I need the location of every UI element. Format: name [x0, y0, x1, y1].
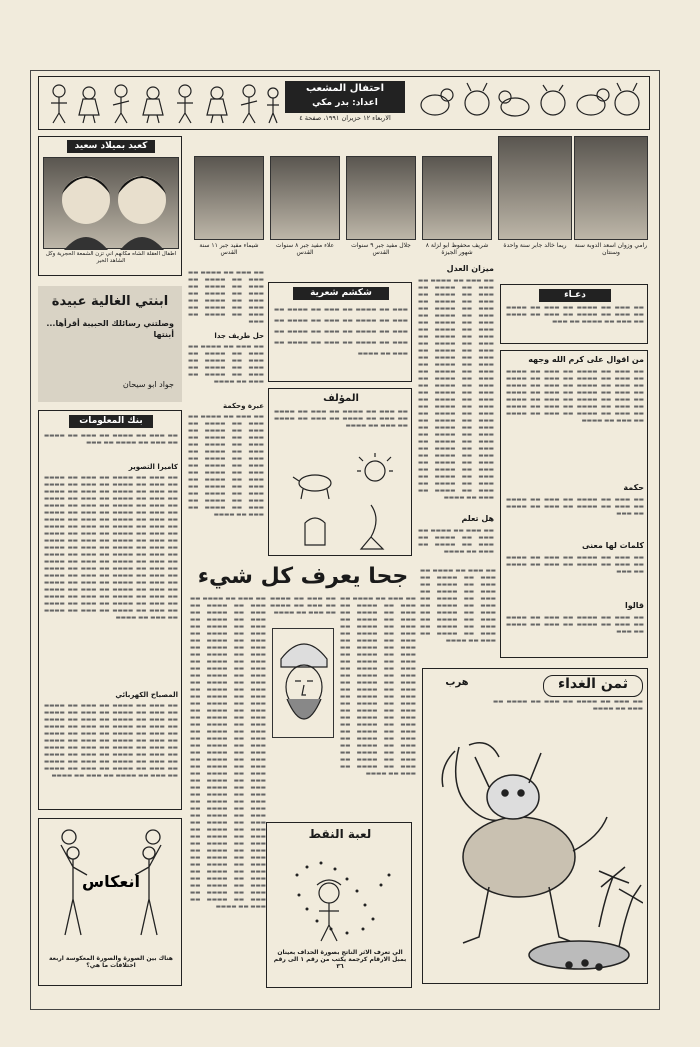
- juha-text-col: ▬▬ ▬▬▬ ▬▬ ▬▬▬▬ ▬▬ ▬▬▬ ▬▬ ▬▬▬▬ ▬▬ ▬▬▬ ▬▬ ▬▬▬▬ ▬▬ ▬▬▬ ▬▬ ▬▬▬▬ ▬▬ ▬▬▬ ▬▬ ▬▬▬▬ ▬▬ ▬▬▬ ▬▬ ▬▬▬▬ ▬▬ ▬▬▬ ▬▬ ▬▬▬▬ ▬▬ ▬▬▬ ▬▬ ▬▬▬▬ ▬▬ ▬▬▬ ▬▬ ▬▬▬▬ ▬▬ ▬▬▬ ▬▬ ▬▬▬▬ ▬▬ ▬▬▬ ▬▬ ▬▬▬▬: [420, 568, 496, 644]
- column-text: ▬▬ ▬▬▬ ▬▬ ▬▬▬▬ ▬▬ ▬▬▬ ▬▬ ▬▬▬▬ ▬▬ ▬▬▬ ▬▬ ▬▬▬▬ ▬▬ ▬▬▬ ▬▬ ▬▬▬▬ ▬▬ ▬▬▬ ▬▬ ▬▬▬▬ ▬▬ ▬▬▬ ▬▬ ▬▬▬▬ ▬▬ ▬▬▬ ▬▬ ▬▬▬▬ ▬▬ ▬▬▬ ▬▬ ▬▬▬▬ ▬▬ ▬▬▬ ▬▬ ▬▬▬▬ ▬▬ ▬▬▬ ▬▬ ▬▬▬▬ ▬▬ ▬▬▬ ▬▬ ▬▬▬▬ ▬▬ ▬▬▬ ▬▬ ▬▬▬▬ ▬▬ ▬▬▬ ▬▬ ▬▬▬▬ ▬▬ ▬▬▬ ▬▬ ▬▬▬▬ ▬▬ ▬▬▬ ▬▬ ▬▬▬▬: [188, 414, 264, 518]
- sayings-title-wisdom: حكمة: [623, 483, 644, 492]
- juha-text-col: ▬▬ ▬▬▬ ▬▬ ▬▬▬▬ ▬▬ ▬▬▬ ▬▬ ▬▬▬▬ ▬▬ ▬▬▬ ▬▬ ▬▬▬▬ ▬▬ ▬▬▬ ▬▬ ▬▬▬▬ ▬▬ ▬▬▬ ▬▬ ▬▬▬▬ ▬▬ ▬▬▬ ▬▬ ▬▬▬▬ ▬▬ ▬▬▬ ▬▬ ▬▬▬▬ ▬▬ ▬▬▬ ▬▬ ▬▬▬▬ ▬▬ ▬▬▬ ▬▬ ▬▬▬▬ ▬▬ ▬▬▬ ▬▬ ▬▬▬▬ ▬▬ ▬▬▬ ▬▬ ▬▬▬▬ ▬▬ ▬▬▬ ▬▬ ▬▬▬▬ ▬▬ ▬▬▬ ▬▬ ▬▬▬▬ ▬▬ ▬▬▬ ▬▬ ▬▬▬▬ ▬▬ ▬▬▬ ▬▬ ▬▬▬▬ ▬▬ ▬▬▬ ▬▬ ▬▬▬▬ ▬▬ ▬▬▬ ▬▬ ▬▬▬▬ ▬▬ ▬▬▬ ▬▬ ▬▬▬▬ ▬▬ ▬▬▬ ▬▬ ▬▬▬▬ ▬▬ ▬▬▬ ▬▬ ▬▬▬▬ ▬▬ ▬▬▬ ▬▬ ▬▬▬▬ ▬▬ ▬▬▬ ▬▬ ▬▬▬▬ ▬▬ ▬▬▬ ▬▬ ▬▬▬▬ ▬▬ ▬▬▬ ▬▬ ▬▬▬▬ ▬▬ ▬▬▬ ▬▬ ▬▬▬▬ ▬▬ ▬▬▬ ▬▬ ▬▬▬▬ ▬▬ ▬▬▬ ▬▬ ▬▬▬▬ ▬▬ ▬▬▬ ▬▬ ▬▬▬▬ ▬▬ ▬▬▬ ▬▬ ▬▬▬▬ ▬▬ ▬▬▬ ▬▬ ▬▬▬▬ ▬▬ ▬▬▬ ▬▬ ▬▬▬▬ ▬▬ ▬▬▬ ▬▬ ▬▬▬▬ ▬▬ ▬▬▬ ▬▬ ▬▬▬▬ ▬▬ ▬▬▬ ▬▬ ▬▬▬▬ ▬▬ ▬▬▬ ▬▬ ▬▬▬▬ ▬▬ ▬▬▬ ▬▬ ▬▬▬▬ ▬▬ ▬▬▬ ▬▬ ▬▬▬▬ ▬▬ ▬▬▬ ▬▬ ▬▬▬▬ ▬▬ ▬▬▬ ▬▬ ▬▬▬▬ ▬▬ ▬▬▬ ▬▬ ▬▬▬▬ ▬▬ ▬▬▬ ▬▬ ▬▬▬▬ ▬▬ ▬▬▬ ▬▬ ▬▬▬▬ ▬▬ ▬▬▬ ▬▬ ▬▬▬▬ ▬▬ ▬▬▬ ▬▬ ▬▬▬▬ ▬▬ ▬▬▬ ▬▬ ▬▬▬▬: [190, 596, 266, 910]
- cartoon-title: ثمن الغداء: [543, 675, 643, 697]
- author-illustration: [275, 453, 407, 551]
- doaa-header: دعـاء: [539, 289, 611, 302]
- sayings-text: ▬▬ ▬▬▬ ▬▬ ▬▬▬▬ ▬▬ ▬▬▬ ▬▬ ▬▬▬▬ ▬▬ ▬▬▬ ▬▬ ▬▬▬▬ ▬▬ ▬▬▬ ▬▬ ▬▬▬▬ ▬▬ ▬▬▬: [506, 555, 644, 575]
- kid-photo: [498, 136, 572, 240]
- sayings-text: ▬▬ ▬▬▬ ▬▬ ▬▬▬▬ ▬▬ ▬▬▬ ▬▬ ▬▬▬▬ ▬▬ ▬▬▬ ▬▬ ▬▬▬▬ ▬▬ ▬▬▬ ▬▬ ▬▬▬▬ ▬▬ ▬▬▬: [506, 497, 644, 517]
- poetry-verses: ▬▬▬ ▬▬ ▬▬▬▬ ▬▬ ▬▬▬ ▬▬ ▬▬▬▬ ▬▬ ▬▬▬ ▬▬ ▬▬▬▬ ▬▬ ▬▬▬ ▬▬ ▬▬▬▬ ▬▬ ▬▬▬ ▬▬ ▬▬▬▬ ▬▬ ▬▬▬ ▬▬ ▬▬▬▬ ▬▬ ▬▬▬ ▬▬ ▬▬▬▬ ▬▬ ▬▬▬ ▬▬ ▬▬▬▬ ▬▬ ▬▬▬ ▬▬ ▬▬▬▬: [274, 307, 408, 357]
- doaa-box: [500, 284, 648, 344]
- info-sub-lamp: المصباح الكهربائي: [115, 691, 178, 699]
- photo-caption: رامي وزوان اسعد الدوبة سنة وسنتان: [574, 242, 648, 256]
- juha-headline: جحا يعرف كل شيء: [197, 564, 409, 589]
- hal-taalam-title: هل تعلم: [461, 514, 494, 523]
- masthead-kids-illustration-left: [45, 81, 281, 125]
- doaa-text: ▬▬ ▬▬▬ ▬▬ ▬▬▬▬ ▬▬ ▬▬▬ ▬▬ ▬▬▬▬ ▬▬ ▬▬▬ ▬▬ ▬▬▬▬ ▬▬ ▬▬▬ ▬▬ ▬▬▬▬ ▬▬ ▬▬▬ ▬▬ ▬▬▬▬ ▬▬ ▬▬▬: [506, 305, 644, 325]
- author-title: المؤلف: [323, 393, 359, 404]
- info-text-block: ▬▬ ▬▬▬ ▬▬ ▬▬▬▬ ▬▬ ▬▬▬ ▬▬ ▬▬▬▬ ▬▬ ▬▬▬ ▬▬ ▬▬▬▬ ▬▬ ▬▬▬ ▬▬ ▬▬▬▬ ▬▬ ▬▬▬ ▬▬ ▬▬▬▬ ▬▬ ▬▬▬ ▬▬ ▬▬▬▬ ▬▬ ▬▬▬ ▬▬ ▬▬▬▬ ▬▬ ▬▬▬ ▬▬ ▬▬▬▬ ▬▬ ▬▬▬ ▬▬ ▬▬▬▬ ▬▬ ▬▬▬ ▬▬ ▬▬▬▬ ▬▬ ▬▬▬ ▬▬ ▬▬▬▬ ▬▬ ▬▬▬ ▬▬ ▬▬▬▬ ▬▬ ▬▬▬ ▬▬ ▬▬▬▬ ▬▬ ▬▬▬ ▬▬ ▬▬▬▬ ▬▬ ▬▬▬ ▬▬ ▬▬▬▬ ▬▬ ▬▬▬ ▬▬ ▬▬▬▬ ▬▬ ▬▬▬ ▬▬ ▬▬▬▬ ▬▬ ▬▬▬ ▬▬ ▬▬▬▬ ▬▬ ▬▬▬ ▬▬ ▬▬▬▬ ▬▬ ▬▬▬ ▬▬ ▬▬▬▬ ▬▬ ▬▬▬ ▬▬ ▬▬▬▬ ▬▬ ▬▬▬ ▬▬ ▬▬▬▬: [44, 703, 178, 779]
- column-text: ▬▬ ▬▬▬ ▬▬ ▬▬▬▬ ▬▬ ▬▬▬ ▬▬ ▬▬▬▬ ▬▬ ▬▬▬ ▬▬ ▬▬▬▬ ▬▬ ▬▬▬ ▬▬ ▬▬▬▬ ▬▬ ▬▬▬ ▬▬ ▬▬▬▬ ▬▬ ▬▬▬ ▬▬ ▬▬▬▬ ▬▬ ▬▬▬ ▬▬ ▬▬▬▬ ▬▬ ▬▬▬: [188, 270, 264, 325]
- info-sub-camera: كاميرا التصوير: [128, 463, 178, 471]
- kid-photo: [422, 156, 492, 240]
- sayings-box: [500, 350, 648, 658]
- masthead-date: الاربعاء ١٢ حزيران ١٩٩١، صفحة ٤: [299, 115, 391, 122]
- sayings-title-words: كلمات لها معنى: [581, 541, 644, 550]
- reflection-box: [38, 818, 182, 986]
- kid-photo: [194, 156, 264, 240]
- tarif-column: [188, 270, 264, 560]
- mizan-title: ميزان العدل: [446, 264, 494, 273]
- info-text-block: ▬▬ ▬▬▬ ▬▬ ▬▬▬▬ ▬▬ ▬▬▬ ▬▬ ▬▬▬▬ ▬▬ ▬▬▬ ▬▬ ▬▬▬▬ ▬▬ ▬▬▬ ▬▬ ▬▬▬▬ ▬▬ ▬▬▬ ▬▬ ▬▬▬▬ ▬▬ ▬▬▬ ▬▬ ▬▬▬▬ ▬▬ ▬▬▬ ▬▬ ▬▬▬▬ ▬▬ ▬▬▬ ▬▬ ▬▬▬▬ ▬▬ ▬▬▬ ▬▬ ▬▬▬▬ ▬▬ ▬▬▬ ▬▬ ▬▬▬▬ ▬▬ ▬▬▬ ▬▬ ▬▬▬▬ ▬▬ ▬▬▬ ▬▬ ▬▬▬▬ ▬▬ ▬▬▬ ▬▬ ▬▬▬▬ ▬▬ ▬▬▬ ▬▬ ▬▬▬▬ ▬▬ ▬▬▬ ▬▬ ▬▬▬▬ ▬▬ ▬▬▬ ▬▬ ▬▬▬▬ ▬▬ ▬▬▬ ▬▬ ▬▬▬▬ ▬▬ ▬▬▬ ▬▬ ▬▬▬▬ ▬▬ ▬▬▬ ▬▬ ▬▬▬▬ ▬▬ ▬▬▬ ▬▬ ▬▬▬▬ ▬▬ ▬▬▬ ▬▬ ▬▬▬▬ ▬▬ ▬▬▬ ▬▬ ▬▬▬▬ ▬▬ ▬▬▬ ▬▬ ▬▬▬▬ ▬▬ ▬▬▬ ▬▬ ▬▬▬▬ ▬▬ ▬▬▬ ▬▬ ▬▬▬▬ ▬▬ ▬▬▬ ▬▬ ▬▬▬▬ ▬▬ ▬▬▬ ▬▬ ▬▬▬▬ ▬▬ ▬▬▬ ▬▬ ▬▬▬▬ ▬▬ ▬▬▬ ▬▬ ▬▬▬▬ ▬▬ ▬▬▬ ▬▬ ▬▬▬▬ ▬▬ ▬▬▬ ▬▬ ▬▬▬▬ ▬▬ ▬▬▬ ▬▬ ▬▬▬▬ ▬▬ ▬▬▬ ▬▬ ▬▬▬▬ ▬▬ ▬▬▬ ▬▬ ▬▬▬▬ ▬▬ ▬▬▬ ▬▬ ▬▬▬▬ ▬▬ ▬▬▬ ▬▬ ▬▬▬▬ ▬▬ ▬▬▬ ▬▬ ▬▬▬▬ ▬▬ ▬▬▬ ▬▬ ▬▬▬▬ ▬▬ ▬▬▬ ▬▬ ▬▬▬▬ ▬▬ ▬▬▬ ▬▬ ▬▬▬▬ ▬▬ ▬▬▬ ▬▬ ▬▬▬▬: [44, 475, 178, 621]
- masthead-animals-illustration-right: [415, 81, 645, 125]
- column-text: ▬▬ ▬▬▬ ▬▬ ▬▬▬▬ ▬▬ ▬▬▬ ▬▬ ▬▬▬▬ ▬▬ ▬▬▬ ▬▬ ▬▬▬▬ ▬▬ ▬▬▬ ▬▬ ▬▬▬▬ ▬▬ ▬▬▬ ▬▬ ▬▬▬▬ ▬▬ ▬▬▬ ▬▬ ▬▬▬▬: [188, 344, 264, 385]
- dots-puzzle-drawing: [277, 845, 403, 945]
- birthday-box: [38, 136, 182, 276]
- basketball-players-illustration: [47, 825, 175, 951]
- kid-photo: [270, 156, 340, 240]
- poetry-header: شكشم شعرية: [293, 287, 389, 300]
- cartoon-speech: ▬▬ ▬▬▬ ▬▬ ▬▬▬▬ ▬▬ ▬▬▬ ▬▬ ▬▬▬▬ ▬▬ ▬▬▬ ▬▬ ▬▬▬▬: [493, 699, 643, 712]
- donkey-cartoon-illustration: [429, 727, 643, 979]
- cartoon-sub: هرب: [445, 677, 469, 688]
- photo-grid: [190, 136, 650, 264]
- author-text: ▬▬ ▬▬▬ ▬▬ ▬▬▬▬ ▬▬ ▬▬▬ ▬▬ ▬▬▬▬ ▬▬ ▬▬▬ ▬▬ ▬▬▬▬ ▬▬ ▬▬▬ ▬▬ ▬▬▬▬ ▬▬ ▬▬▬ ▬▬ ▬▬▬▬: [274, 409, 408, 429]
- birthday-header: كعبد بميلاد سعيد: [67, 140, 155, 153]
- sayings-title-said: قالوا: [624, 601, 644, 610]
- info-bank-box: [38, 410, 182, 810]
- masthead-title-block: [285, 81, 405, 113]
- juha-portrait: [272, 628, 334, 738]
- author-box: [268, 388, 412, 556]
- tarif-sub: عبرة وحكمة: [223, 402, 264, 410]
- masthead-subtitle: اعداد: بدر مكي: [312, 98, 378, 108]
- kid-photo: [574, 136, 648, 240]
- photo-caption: شريف محفوظ ابو لزلة ٨ شهور الجيزة: [425, 242, 489, 256]
- kids-photo: [43, 157, 179, 249]
- dots-puzzle-title: لعبة النقط: [308, 827, 372, 841]
- greeting-box: [38, 286, 182, 402]
- dots-puzzle-caption: الي تعرف الاثر الناتج بصورة الحداف بعينان بمبل الارقام كرجمة يكتب من رقم ١ الى رقم ٣٦: [273, 949, 407, 970]
- cartoon-box: [422, 668, 648, 984]
- info-bank-header: بنك المعلومات: [69, 415, 153, 428]
- sayings-text: ▬▬ ▬▬▬ ▬▬ ▬▬▬▬ ▬▬ ▬▬▬ ▬▬ ▬▬▬▬ ▬▬ ▬▬▬ ▬▬ ▬▬▬▬ ▬▬ ▬▬▬ ▬▬ ▬▬▬▬ ▬▬ ▬▬▬ ▬▬ ▬▬▬▬ ▬▬ ▬▬▬ ▬▬ ▬▬▬▬ ▬▬ ▬▬▬ ▬▬ ▬▬▬▬ ▬▬ ▬▬▬ ▬▬ ▬▬▬▬ ▬▬ ▬▬▬ ▬▬ ▬▬▬▬ ▬▬ ▬▬▬ ▬▬ ▬▬▬▬ ▬▬ ▬▬▬ ▬▬ ▬▬▬▬ ▬▬ ▬▬▬ ▬▬ ▬▬▬▬ ▬▬ ▬▬▬ ▬▬ ▬▬▬▬ ▬▬ ▬▬▬ ▬▬ ▬▬▬▬ ▬▬ ▬▬▬ ▬▬ ▬▬▬▬: [506, 369, 644, 424]
- poetry-box: [268, 282, 412, 382]
- greeting-title: ابنتي الغالية عبيدة: [51, 294, 169, 309]
- photo-caption: علاء مفيد جبر ٨ سنوات القدس: [275, 242, 335, 256]
- sayings-title-ali: من اقوال على كرم الله وجهه: [528, 355, 644, 364]
- masthead: [38, 76, 650, 130]
- reflection-caption: هناك بين الصورة والصورة المعكوسة اربعة اختلافات ما هي؟: [49, 955, 173, 969]
- reflection-title: انعكاس: [82, 872, 140, 891]
- mizan-column: [418, 264, 494, 564]
- photo-caption: شيماء مفيد جبر ١١ سنة القدس: [199, 242, 259, 256]
- kid-photo: [346, 156, 416, 240]
- tarif-title: حل طريف جدا: [214, 332, 264, 340]
- column-text: ▬▬ ▬▬▬ ▬▬ ▬▬▬▬ ▬▬ ▬▬▬ ▬▬ ▬▬▬▬ ▬▬ ▬▬▬ ▬▬ ▬▬▬▬ ▬▬ ▬▬▬ ▬▬ ▬▬▬▬ ▬▬ ▬▬▬ ▬▬ ▬▬▬▬ ▬▬ ▬▬▬ ▬▬ ▬▬▬▬ ▬▬ ▬▬▬ ▬▬ ▬▬▬▬ ▬▬ ▬▬▬ ▬▬ ▬▬▬▬ ▬▬ ▬▬▬ ▬▬ ▬▬▬▬ ▬▬ ▬▬▬ ▬▬ ▬▬▬▬ ▬▬ ▬▬▬ ▬▬ ▬▬▬▬ ▬▬ ▬▬▬ ▬▬ ▬▬▬▬ ▬▬ ▬▬▬ ▬▬ ▬▬▬▬ ▬▬ ▬▬▬ ▬▬ ▬▬▬▬ ▬▬ ▬▬▬ ▬▬ ▬▬▬▬ ▬▬ ▬▬▬ ▬▬ ▬▬▬▬ ▬▬ ▬▬▬ ▬▬ ▬▬▬▬ ▬▬ ▬▬▬ ▬▬ ▬▬▬▬ ▬▬ ▬▬▬ ▬▬ ▬▬▬▬ ▬▬ ▬▬▬ ▬▬ ▬▬▬▬ ▬▬ ▬▬▬ ▬▬ ▬▬▬▬ ▬▬ ▬▬▬ ▬▬ ▬▬▬▬ ▬▬ ▬▬▬ ▬▬ ▬▬▬▬ ▬▬ ▬▬▬ ▬▬ ▬▬▬▬ ▬▬ ▬▬▬ ▬▬ ▬▬▬▬ ▬▬ ▬▬▬ ▬▬ ▬▬▬▬ ▬▬ ▬▬▬ ▬▬ ▬▬▬▬ ▬▬ ▬▬▬ ▬▬ ▬▬▬▬ ▬▬ ▬▬▬ ▬▬ ▬▬▬▬ ▬▬ ▬▬▬ ▬▬ ▬▬▬▬ ▬▬ ▬▬▬ ▬▬ ▬▬▬▬ ▬▬ ▬▬▬ ▬▬ ▬▬▬▬: [418, 278, 494, 501]
- greeting-signature: جواد ابو سيحان: [122, 380, 174, 389]
- sayings-text: ▬▬ ▬▬▬ ▬▬ ▬▬▬▬ ▬▬ ▬▬▬ ▬▬ ▬▬▬▬ ▬▬ ▬▬▬ ▬▬ ▬▬▬▬ ▬▬ ▬▬▬ ▬▬ ▬▬▬▬ ▬▬ ▬▬▬: [506, 615, 644, 635]
- juha-text-col: ▬▬ ▬▬▬ ▬▬ ▬▬▬▬ ▬▬ ▬▬▬ ▬▬ ▬▬▬▬ ▬▬ ▬▬▬ ▬▬ ▬▬▬▬: [270, 596, 336, 616]
- column-text: ▬▬ ▬▬▬ ▬▬ ▬▬▬▬ ▬▬ ▬▬▬ ▬▬ ▬▬▬▬ ▬▬ ▬▬▬ ▬▬ ▬▬▬▬ ▬▬ ▬▬▬ ▬▬ ▬▬▬▬: [418, 528, 494, 555]
- greeting-body: وصلتني رسائلك الحبيبة أقرأها... أبنتها: [46, 319, 174, 339]
- juha-text-col: ▬▬ ▬▬▬ ▬▬ ▬▬▬▬ ▬▬ ▬▬▬ ▬▬ ▬▬▬▬ ▬▬ ▬▬▬ ▬▬ ▬▬▬▬ ▬▬ ▬▬▬ ▬▬ ▬▬▬▬ ▬▬ ▬▬▬ ▬▬ ▬▬▬▬ ▬▬ ▬▬▬ ▬▬ ▬▬▬▬ ▬▬ ▬▬▬ ▬▬ ▬▬▬▬ ▬▬ ▬▬▬ ▬▬ ▬▬▬▬ ▬▬ ▬▬▬ ▬▬ ▬▬▬▬ ▬▬ ▬▬▬ ▬▬ ▬▬▬▬ ▬▬ ▬▬▬ ▬▬ ▬▬▬▬ ▬▬ ▬▬▬ ▬▬ ▬▬▬▬ ▬▬ ▬▬▬ ▬▬ ▬▬▬▬ ▬▬ ▬▬▬ ▬▬ ▬▬▬▬ ▬▬ ▬▬▬ ▬▬ ▬▬▬▬ ▬▬ ▬▬▬ ▬▬ ▬▬▬▬ ▬▬ ▬▬▬ ▬▬ ▬▬▬▬ ▬▬ ▬▬▬ ▬▬ ▬▬▬▬ ▬▬ ▬▬▬ ▬▬ ▬▬▬▬ ▬▬ ▬▬▬ ▬▬ ▬▬▬▬ ▬▬ ▬▬▬ ▬▬ ▬▬▬▬ ▬▬ ▬▬▬ ▬▬ ▬▬▬▬ ▬▬ ▬▬▬ ▬▬ ▬▬▬▬ ▬▬ ▬▬▬ ▬▬ ▬▬▬▬ ▬▬ ▬▬▬ ▬▬ ▬▬▬▬ ▬▬ ▬▬▬ ▬▬ ▬▬▬▬: [340, 596, 416, 777]
- info-text-block: ▬▬ ▬▬▬ ▬▬ ▬▬▬▬ ▬▬ ▬▬▬ ▬▬ ▬▬▬▬ ▬▬ ▬▬▬ ▬▬ ▬▬▬▬ ▬▬ ▬▬▬: [44, 433, 178, 446]
- photo-caption: جلال مفيد جبر ٩ سنوات القدس: [351, 242, 411, 256]
- photo-caption: ريما خالد جابر سنة واحدة: [503, 242, 567, 249]
- dots-puzzle-box: [266, 822, 412, 988]
- masthead-title: احتفال المشعب: [305, 83, 385, 94]
- kids-photo-caption: اطفال العقلة الشاه مكانهم اني تزن الشمعة الحجرية وكل الشاهد الخير: [45, 251, 177, 264]
